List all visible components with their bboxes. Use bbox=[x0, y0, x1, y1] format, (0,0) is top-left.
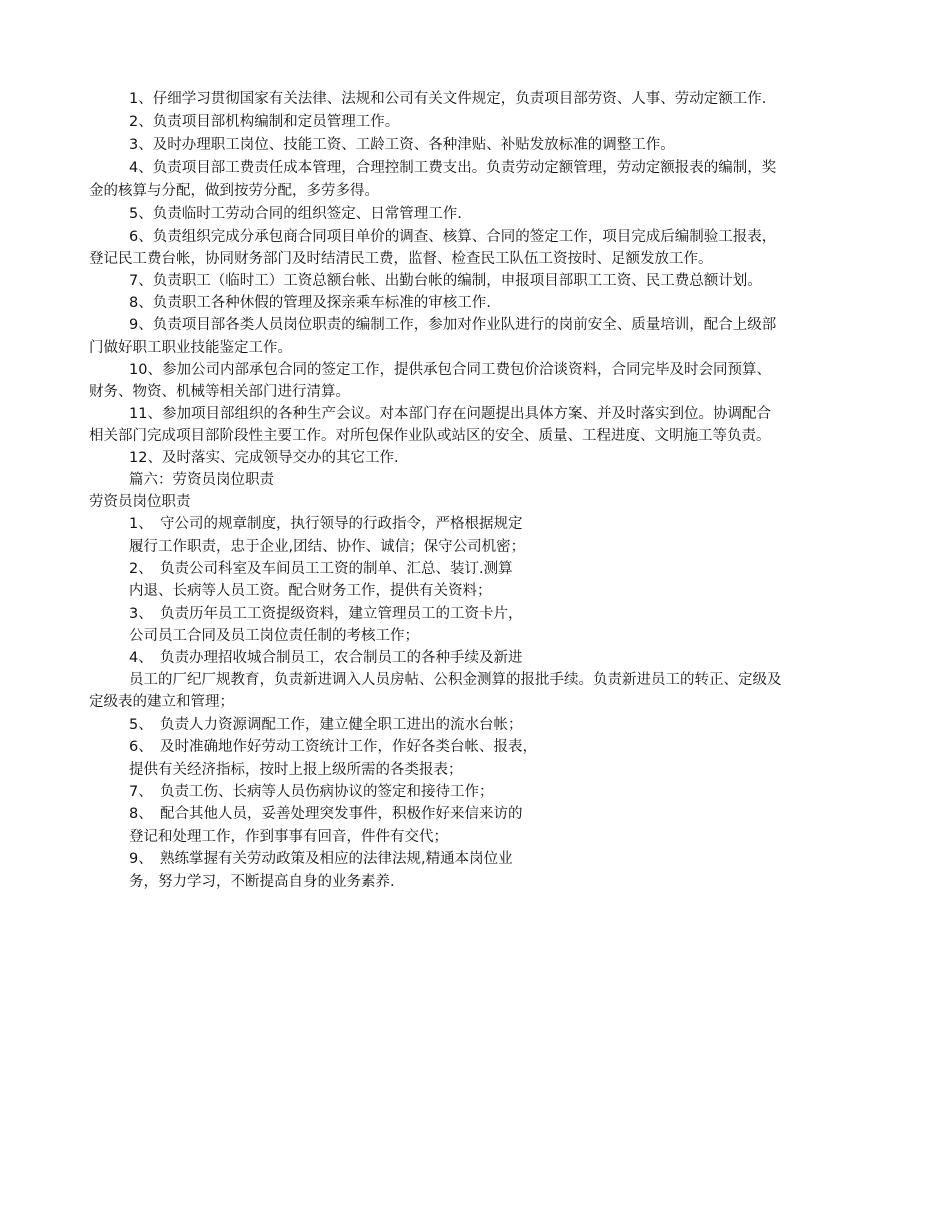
text-line: 6、负责组织完成分承包商合同项目单价的调查、核算、合同的签定工作，项目完成后编制验工报表， bbox=[129, 229, 777, 245]
text-line: 提供有关经济指标，按时上报上级所需的各类报表； bbox=[129, 762, 463, 778]
section-heading: 篇六：劳资员岗位职责 bbox=[129, 472, 274, 488]
section-title: 劳资员岗位职责 bbox=[89, 494, 191, 510]
text-line: 3、 负责历年员工工资提级资料，建立管理员工的工资卡片， bbox=[129, 606, 523, 622]
text-line: 公司员工合同及员工岗位责任制的考核工作； bbox=[129, 628, 419, 644]
text-line: 财务、物资、机械等相关部门进行清算。 bbox=[89, 384, 350, 400]
text-line: 2、负责项目部机构编制和定员管理工作。 bbox=[129, 114, 400, 130]
text-line: 4、 负责办理招收城合制员工，农合制员工的各种手续及新进 bbox=[129, 650, 523, 666]
text-line: 4、负责项目部工费责任成本管理，合理控制工费支出。负责劳动定额管理，劳动定额报表的编制，奖 bbox=[129, 160, 777, 176]
text-line: 9、 熟练掌握有关劳动政策及相应的法律法规,精通本岗位业 bbox=[129, 851, 513, 867]
text-line: 员工的厂纪厂规教育，负责新进调入人员房帖、公积金测算的报批手续。负责新进员工的转正、定级及 bbox=[129, 672, 782, 688]
text-line: 6、 及时准确地作好劳动工资统计工作，作好各类台帐、报表， bbox=[129, 739, 537, 755]
text-line: 10、参加公司内部承包合同的签定工作，提供承包合同工费包价洽谈资料，合同完毕及时会同预算、 bbox=[129, 362, 771, 378]
text-line: 8、负责职工各种休假的管理及探亲乘车标准的审核工作. bbox=[129, 295, 491, 311]
text-line: 12、及时落实、完成领导交办的其它工作. bbox=[129, 450, 399, 466]
text-line: 11、参加项目部组织的各种生产会议。对本部门存在问题提出具体方案、并及时落实到位。协调配合 bbox=[129, 406, 771, 422]
text-line: 相关部门完成项目部阶段性主要工作。对所包保作业队或站区的安全、质量、工程进度、文明施工等负责。 bbox=[89, 428, 771, 444]
text-line: 7、 负责工伤、长病等人员伤病协议的签定和接待工作； bbox=[129, 784, 494, 800]
text-line: 履行工作职责，忠于企业,团结、协作、诚信；保守公司机密； bbox=[129, 539, 526, 555]
text-line: 定级表的建立和管理； bbox=[89, 694, 234, 710]
text-line: 务，努力学习，不断提高自身的业务素养. bbox=[129, 874, 395, 890]
text-line: 5、 负责人力资源调配工作，建立健全职工进出的流水台帐； bbox=[129, 717, 523, 733]
text-line: 7、负责职工（临时工）工资总额台帐、出勤台帐的编制，申报项目部职工工资、民工费总额计划。 bbox=[129, 273, 762, 289]
text-line: 内退、长病等人员工资。配合财务工作，提供有关资料； bbox=[129, 583, 492, 599]
text-line: 9、负责项目部各类人员岗位职责的编制工作，参加对作业队进行的岗前安全、质量培训，配合上级部 bbox=[129, 317, 777, 333]
text-line: 登记民工费台帐，协同财务部门及时结清民工费，监督、检查民工队伍工资按时、足额发放工作。 bbox=[89, 251, 713, 267]
text-line: 5、负责临时工劳动合同的组织签定、日常管理工作. bbox=[129, 206, 462, 222]
text-line: 登记和处理工作，作到事事有回音，件件有交代； bbox=[129, 829, 448, 845]
text-line: 3、及时办理职工岗位、技能工资、工龄工资、各种津贴、补贴发放标准的调整工作。 bbox=[129, 137, 675, 153]
text-line: 门做好职工职业技能鉴定工作。 bbox=[89, 340, 292, 356]
text-line: 8、 配合其他人员，妥善处理突发事件，积极作好来信来访的 bbox=[129, 806, 523, 822]
text-line: 1、仔细学习贯彻国家有关法律、法规和公司有关文件规定，负责项目部劳资、人事、劳动定额工作. bbox=[129, 91, 767, 107]
text-line: 1、 守公司的规章制度，执行领导的行政指令，严格根据规定 bbox=[129, 516, 523, 532]
text-line: 金的核算与分配，做到按劳分配，多劳多得。 bbox=[89, 183, 379, 199]
text-line: 2、 负责公司科室及车间员工工资的制单、汇总、装订.测算 bbox=[129, 561, 513, 577]
